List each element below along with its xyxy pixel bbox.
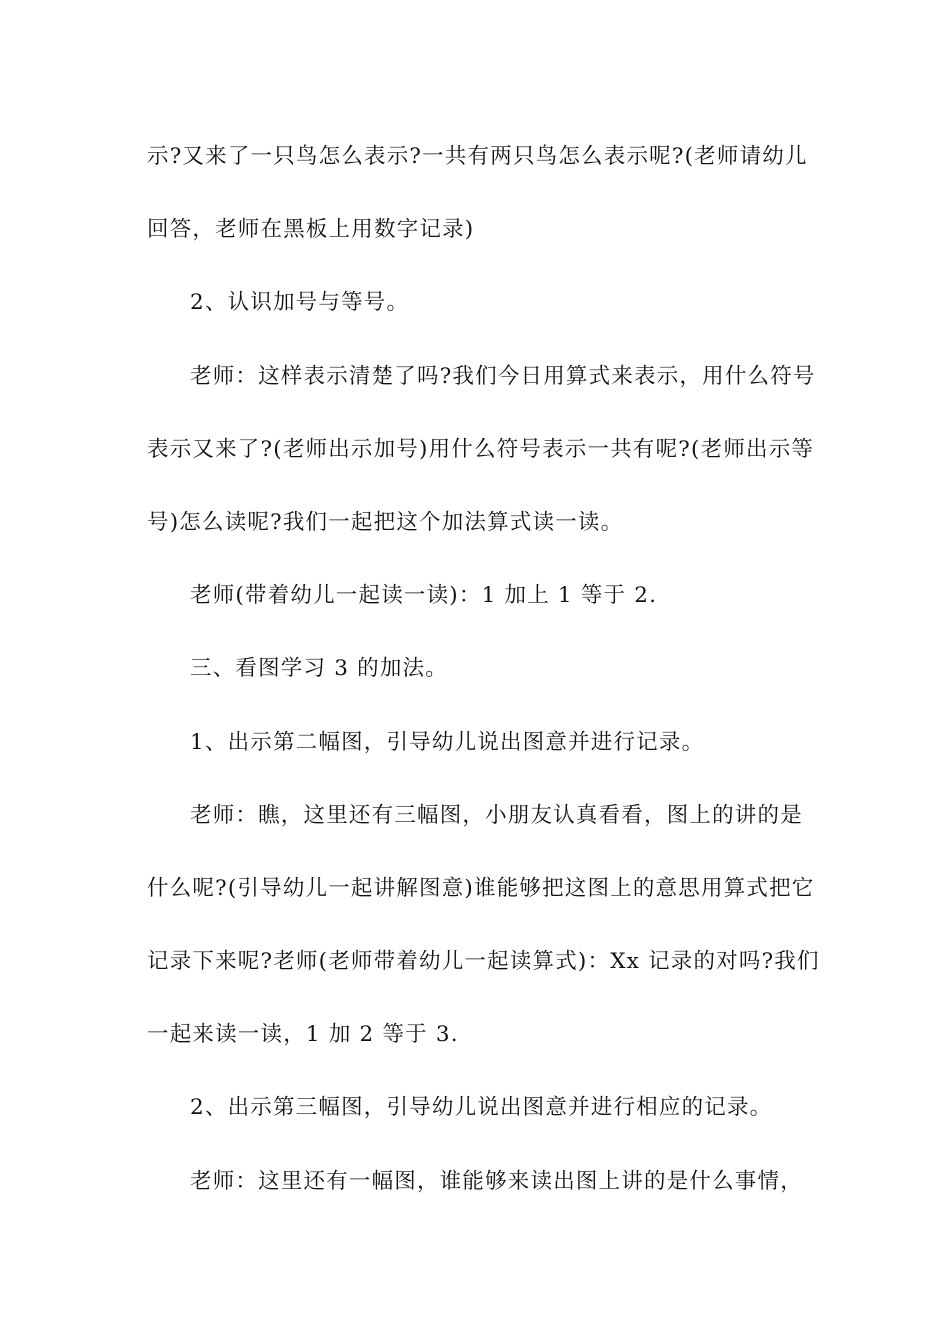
text-line: 1、出示第二幅图，引导幼儿说出图意并进行记录。 bbox=[190, 729, 705, 755]
text-line: 示?又来了一只鸟怎么表示?一共有两只鸟怎么表示呢?(老师请幼儿 bbox=[147, 144, 808, 169]
text-line: 一起来读一读，1 加 2 等于 3. bbox=[147, 1022, 459, 1048]
text-line: 2、出示第三幅图，引导幼儿说出图意并进行相应的记录。 bbox=[190, 1095, 773, 1121]
text-line: 记录下来呢?老师(老师带着幼儿一起读算式)：Xx 记录的对吗?我们 bbox=[147, 949, 820, 975]
text-line: 老师(带着幼儿一起读一读)：1 加上 1 等于 2. bbox=[190, 583, 658, 609]
text-line: 老师：这样表示清楚了吗?我们今日用算式来表示，用什么符号 bbox=[190, 363, 816, 389]
text-line: 表示又来了?(老师出示加号)用什么符号表示一共有呢?(老师出示等 bbox=[147, 436, 815, 462]
text-line: 回答，老师在黑板上用数字记录) bbox=[147, 217, 475, 243]
text-line: 老师：这里还有一幅图，谁能够来读出图上讲的是什么事情， bbox=[190, 1168, 803, 1194]
section-heading: 三、看图学习 3 的加法。 bbox=[190, 656, 448, 682]
text-line: 2、认识加号与等号。 bbox=[190, 290, 410, 316]
text-line: 老师：瞧，这里还有三幅图，小朋友认真看看，图上的讲的是 bbox=[190, 802, 803, 828]
document-body bbox=[147, 131, 820, 1229]
text-line: 什么呢?(引导幼儿一起讲解图意)谁能够把这图上的意思用算式把它 bbox=[147, 875, 815, 901]
text-line: 号)怎么读呢?我们一起把这个加法算式读一读。 bbox=[147, 509, 624, 535]
